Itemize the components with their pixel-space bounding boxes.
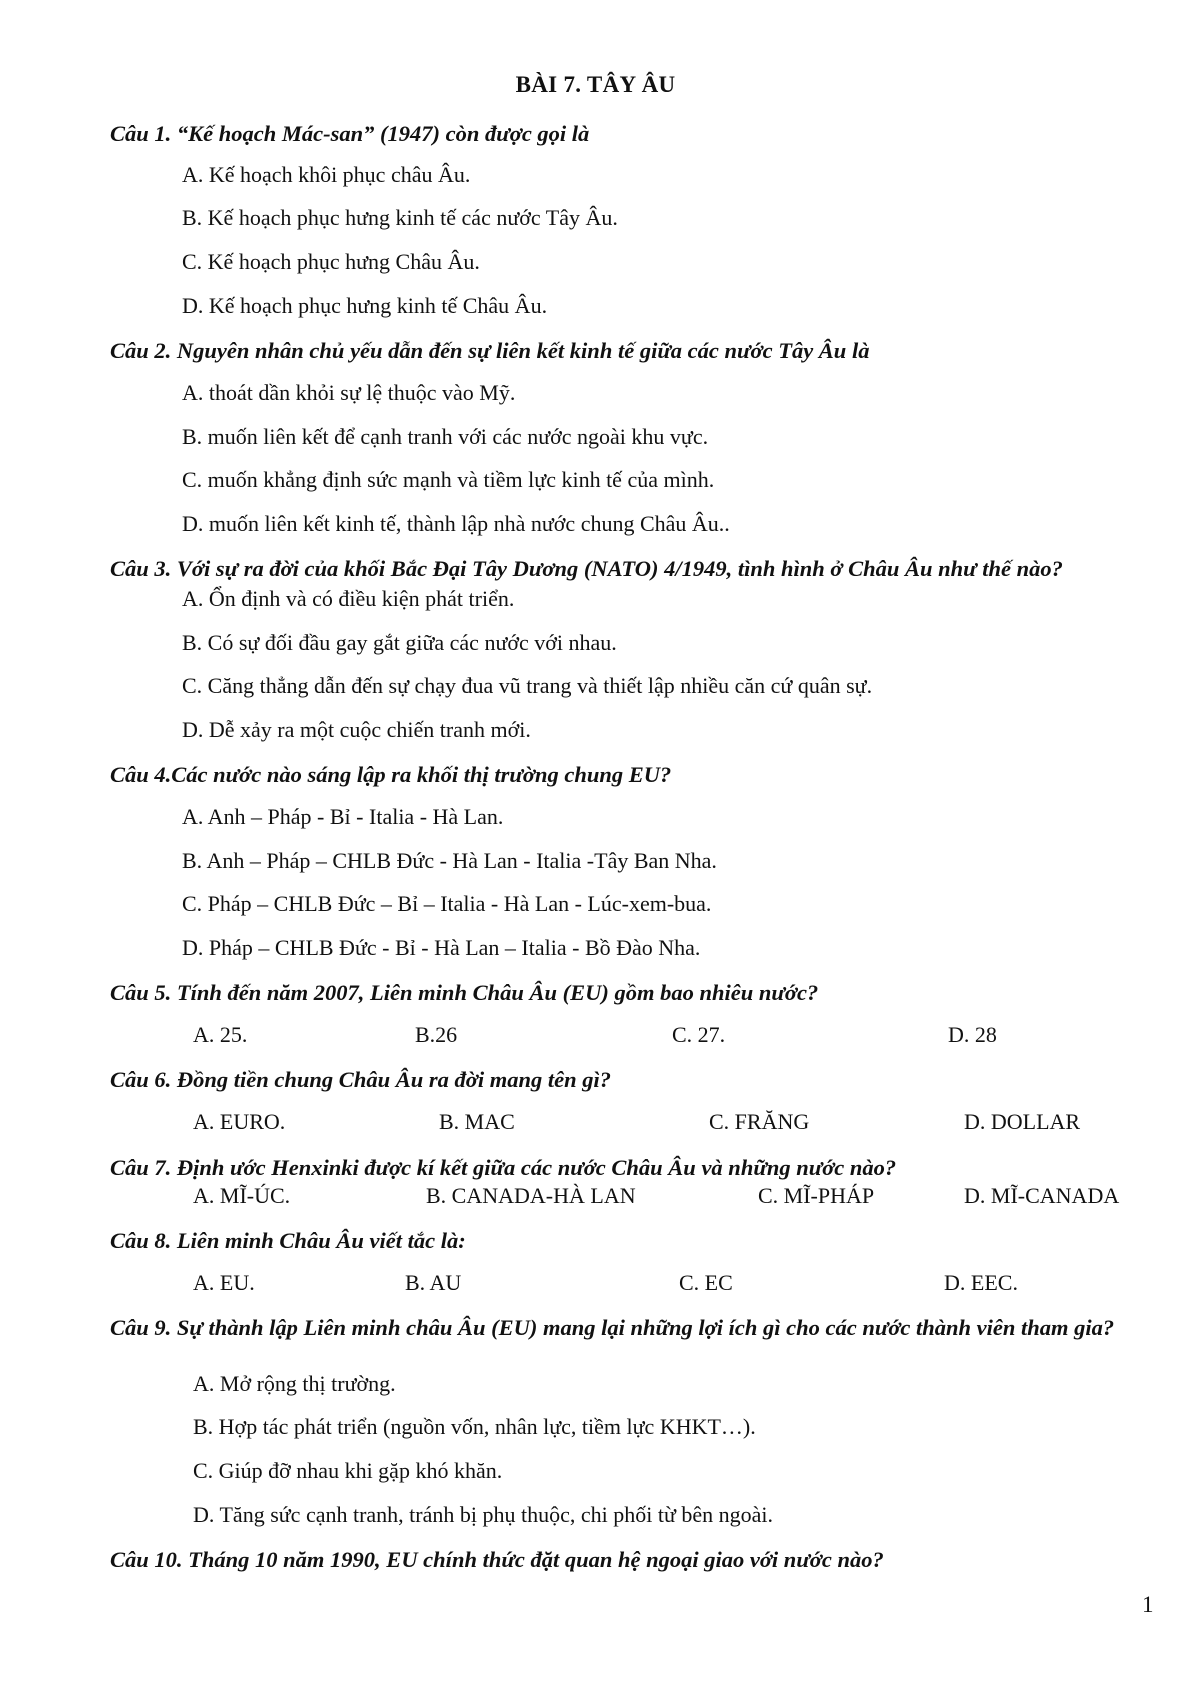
q9-option-c: C. Giúp đỡ nhau khi gặp khó khăn. [193,1458,503,1483]
q1-option-b: B. Kế hoạch phục hưng kinh tế các nước Tây Âu. [182,205,618,230]
q4-option-d: D. Pháp – CHLB Đức - Bỉ - Hà Lan – Italia - Bồ Đào Nha. [182,935,701,960]
q7-option-a: A. MĨ-ÚC. [193,1183,291,1208]
question-1: Câu 1. “Kế hoạch Mác-san” (1947) còn được gọi là [110,121,590,146]
q3-option-a: A. Ổn định và có điều kiện phát triển. [182,586,515,611]
question-10: Câu 10. Tháng 10 năm 1990, EU chính thức đặt quan hệ ngoại giao với nước nào? [110,1547,884,1572]
q7-option-d: D. MĨ-CANADA [964,1183,1120,1208]
q2-option-d: D. muốn liên kết kinh tế, thành lập nhà nước chung Châu Âu.. [182,511,730,536]
q5-option-d: D. 28 [948,1022,997,1047]
question-3: Câu 3. Với sự ra đời của khối Bắc Đại Tây Dương (NATO) 4/1949, tình hình ở Châu Âu như thế nào? [110,556,1063,581]
question-9: Câu 9. Sự thành lập Liên minh châu Âu (EU) mang lại những lợi ích gì cho các nước thành viên tham gia? [110,1315,1115,1340]
q4-option-a: A. Anh – Pháp - Bỉ - Italia - Hà Lan. [182,804,504,829]
q1-option-d: D. Kế hoạch phục hưng kinh tế Châu Âu. [182,293,548,318]
question-7: Câu 7. Định ước Henxinki được kí kết giữa các nước Châu Âu và những nước nào? [110,1155,897,1180]
q5-option-b: B.26 [415,1022,458,1047]
page-title: BÀI 7. TÂY ÂU [515,72,676,97]
q1-option-c: C. Kế hoạch phục hưng Châu Âu. [182,249,480,274]
q6-option-a: A. EURO. [193,1109,286,1134]
q4-option-c: C. Pháp – CHLB Đức – Bỉ – Italia - Hà Lan - Lúc-xem-bua. [182,891,712,916]
q6-option-d: D. DOLLAR [964,1109,1081,1134]
q2-option-a: A. thoát dần khỏi sự lệ thuộc vào Mỹ. [182,380,516,405]
question-5: Câu 5. Tính đến năm 2007, Liên minh Châu Âu (EU) gồm bao nhiêu nước? [110,980,819,1005]
q8-option-d: D. EEC. [944,1270,1018,1295]
q9-option-d: D. Tăng sức cạnh tranh, tránh bị phụ thuộc, chi phối từ bên ngoài. [193,1502,774,1527]
q6-option-b: B. MAC [439,1109,515,1134]
q7-option-c: C. MĨ-PHÁP [758,1183,875,1208]
q3-option-b: B. Có sự đối đầu gay gắt giữa các nước với nhau. [182,630,617,655]
page-number: 1 [1142,1592,1154,1617]
question-2: Câu 2. Nguyên nhân chủ yếu dẫn đến sự liên kết kinh tế giữa các nước Tây Âu là [110,338,870,363]
question-8: Câu 8. Liên minh Châu Âu viết tắc là: [110,1228,466,1253]
q8-option-c: C. EC [679,1270,733,1295]
q5-option-c: C. 27. [672,1022,726,1047]
q6-option-c: C. FRĂNG [709,1109,810,1134]
q3-option-c: C. Căng thẳng dẫn đến sự chạy đua vũ trang và thiết lập nhiều căn cứ quân sự. [182,673,873,698]
q2-option-b: B. muốn liên kết để cạnh tranh với các nước ngoài khu vực. [182,424,709,449]
q1-option-a: A. Kế hoạch khôi phục châu Âu. [182,162,471,187]
q9-option-a: A. Mở rộng thị trường. [193,1371,396,1396]
q8-option-a: A. EU. [193,1270,255,1295]
q3-option-d: D. Dễ xảy ra một cuộc chiến tranh mới. [182,717,531,742]
q7-option-b: B. CANADA-HÀ LAN [426,1183,636,1208]
question-4: Câu 4.Các nước nào sáng lập ra khối thị trường chung EU? [110,762,672,787]
q2-option-c: C. muốn khẳng định sức mạnh và tiềm lực kinh tế của mình. [182,467,715,492]
q5-option-a: A. 25. [193,1022,248,1047]
q9-option-b: B. Hợp tác phát triển (nguồn vốn, nhân lực, tiềm lực KHKT…). [193,1414,756,1439]
q8-option-b: B. AU [405,1270,462,1295]
q4-option-b: B. Anh – Pháp – CHLB Đức - Hà Lan - Italia -Tây Ban Nha. [182,848,717,873]
question-6: Câu 6. Đồng tiền chung Châu Âu ra đời mang tên gì? [110,1067,611,1092]
